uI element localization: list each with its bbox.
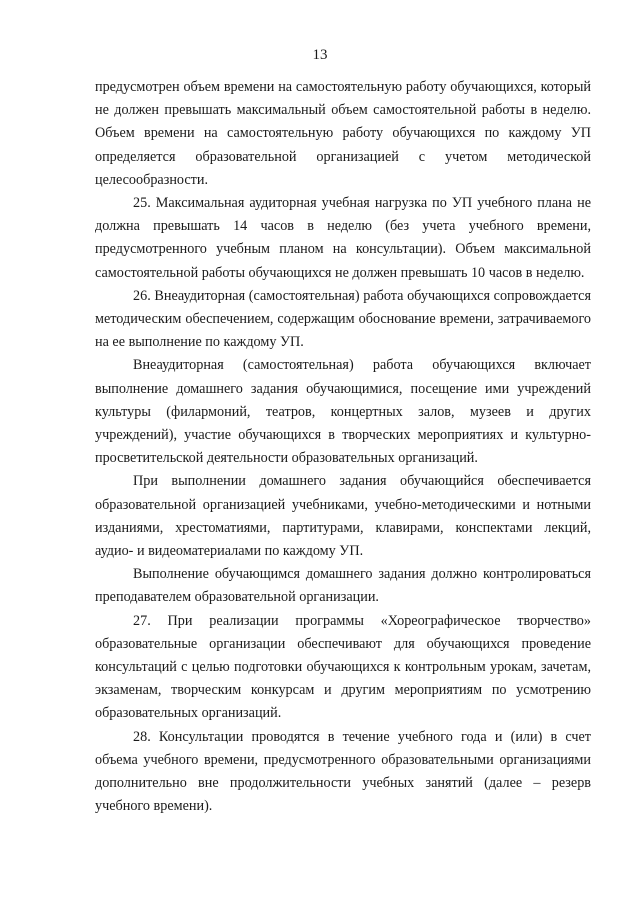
paragraph-25: 25. Максимальная аудиторная учебная нагрузка по УП учебного плана не должна превышать 14 часов в неделю (без учета учебного времени, предусмотренного учебным планом на консультации). Объем максимальной самостоятельной работы обучающихся не должен превышать 10 часов в неделю. <box>95 195 591 281</box>
paragraph-27: 27. При реализации программы «Хореографическое творчество» образовательные организации обеспечивают для обучающихся проведение консультаций с целью подготовки обучающихся к контрольным урокам, зачетам, экзаменам, творческим конкурсам и другим мероприятиям по усмотрению образовательных организаций. <box>95 612 591 722</box>
paragraph-homework-materials: При выполнении домашнего задания обучающийся обеспечивается образовательной организацией учебниками, учебно-методическими и нотными изданиями, хрестоматиями, партитурами, клавирами, конспектами лекций, аудио- и видеоматериалами по каждому УП. <box>95 473 591 560</box>
paragraph-homework-control: Выполнение обучающимся домашнего задания должно контролироваться преподавателем образовательной организации. <box>95 566 591 606</box>
paragraph-extracurricular-work: Внеаудиторная (самостоятельная) работа обучающихся включает выполнение домашнего задания обучающимися, посещение ими учреждений культуры (филармоний, театров, концертных залов, музеев и других учреждений), участие обучающихся в творческих мероприятиях и культурно-просветительской деятельности образовательных организаций. <box>95 357 591 467</box>
paragraph-28: 28. Консультации проводятся в течение учебного года и (или) в счет объема учебного времени, предусмотренного образовательными организациями дополнительно вне продолжительности учебных занятий (далее – резерв учебного времени). <box>95 728 591 815</box>
paragraph-continuation: предусмотрен объем времени на самостоятельную работу обучающихся, который не должен превышать максимальный объем самостоятельной работы в неделю. Объем времени на самостоятельную работу обучающихся по каждому УП определяется образовательной организацией с учетом методической целесообразности. <box>95 79 591 188</box>
paragraph-26: 26. Внеаудиторная (самостоятельная) работа обучающихся сопровождается методическим обеспечением, содержащим обоснование времени, затрачиваемого на ее выполнение по каждому УП. <box>95 287 591 351</box>
page-number: 13 <box>312 47 328 63</box>
document-body <box>95 76 591 819</box>
